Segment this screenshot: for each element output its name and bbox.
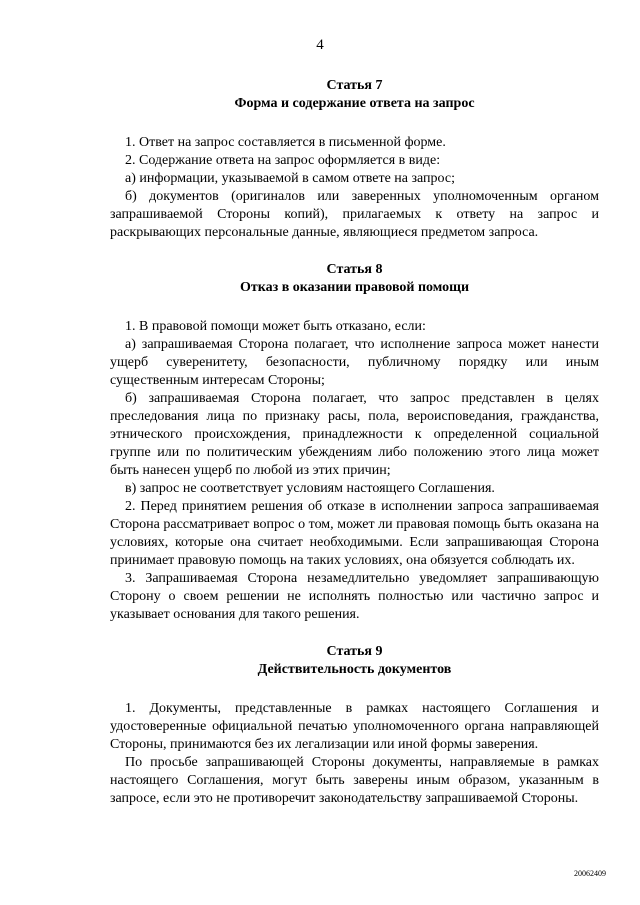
article-7-title: Статья 7 xyxy=(326,78,383,93)
article-7-subtitle: Форма и содержание ответа на запрос xyxy=(234,96,475,111)
article-8 xyxy=(110,261,599,624)
article-8-paragraph-6: 3. Запрашиваемая Сторона незамедлительно уведомляет запрашивающую Сторону о своем решении не исполнять полностью или частично запрос и указывает основания для такого решения. xyxy=(110,571,599,622)
article-9-title: Статья 9 xyxy=(326,644,383,659)
article-9-subtitle: Действительность документов xyxy=(257,662,452,677)
article-7-paragraph-2: 2. Содержание ответа на запрос оформляется в виде: xyxy=(125,153,441,168)
article-8-paragraph-1: 1. В правовой помощи может быть отказано, если: xyxy=(125,319,426,334)
article-8-paragraph-3: б) запрашиваемая Сторона полагает, что запрос представлен в целях преследования лица по признаку расы, пола, вероисповедания, гражданства, этнического происхождения, принадлежности к определенной социальной группе или по политическим убеждениям либо положению этого лица может быть нанесен ущерб по любой из этих причин; xyxy=(110,391,599,478)
article-7-paragraph-4: б) документов (оригиналов или заверенных уполномоченным органом запрашиваемой Стороны копий), прилагаемых к ответу на запрос и раскрывающих персональные данные, являющиеся предметом запроса. xyxy=(110,189,599,240)
article-8-title: Статья 8 xyxy=(326,262,383,277)
document-body xyxy=(110,77,599,808)
document-code: 20062409 xyxy=(574,869,606,878)
page-number: 4 xyxy=(316,37,324,53)
article-8-paragraph-4: в) запрос не соответствует условиям настоящего Соглашения. xyxy=(125,481,495,496)
article-8-paragraph-5: 2. Перед принятием решения об отказе в исполнении запроса запрашиваемая Сторона рассматривает вопрос о том, может ли правовая помощь быть оказана на условиях, которые она считает необходимыми. Если запрашивающая Сторона принимает правовую помощь на таких условиях, она обязуется соблюдать их. xyxy=(110,499,599,568)
article-7-paragraph-3: а) информации, указываемой в самом ответе на запрос; xyxy=(125,171,455,186)
article-8-paragraph-2: а) запрашиваемая Сторона полагает, что исполнение запроса может нанести ущерб суверенитету, безопасности, публичному порядку или иным существенным интересам Стороны; xyxy=(110,337,599,388)
article-7-paragraph-1: 1. Ответ на запрос составляется в письменной форме. xyxy=(125,135,446,150)
article-9 xyxy=(110,643,599,808)
article-7 xyxy=(110,77,599,242)
article-9-paragraph-1: 1. Документы, представленные в рамках настоящего Соглашения и удостоверенные официальной печатью уполномоченного органа направляющей Стороны, принимаются без их легализации или иной формы заверения. xyxy=(110,701,599,752)
article-8-subtitle: Отказ в оказании правовой помощи xyxy=(239,280,470,295)
article-9-paragraph-2: По просьбе запрашивающей Стороны документы, направляемые в рамках настоящего Соглашения, могут быть заверены иным образом, указанным в запросе, если это не противоречит законодательству запрашиваемой Стороны. xyxy=(110,755,599,806)
